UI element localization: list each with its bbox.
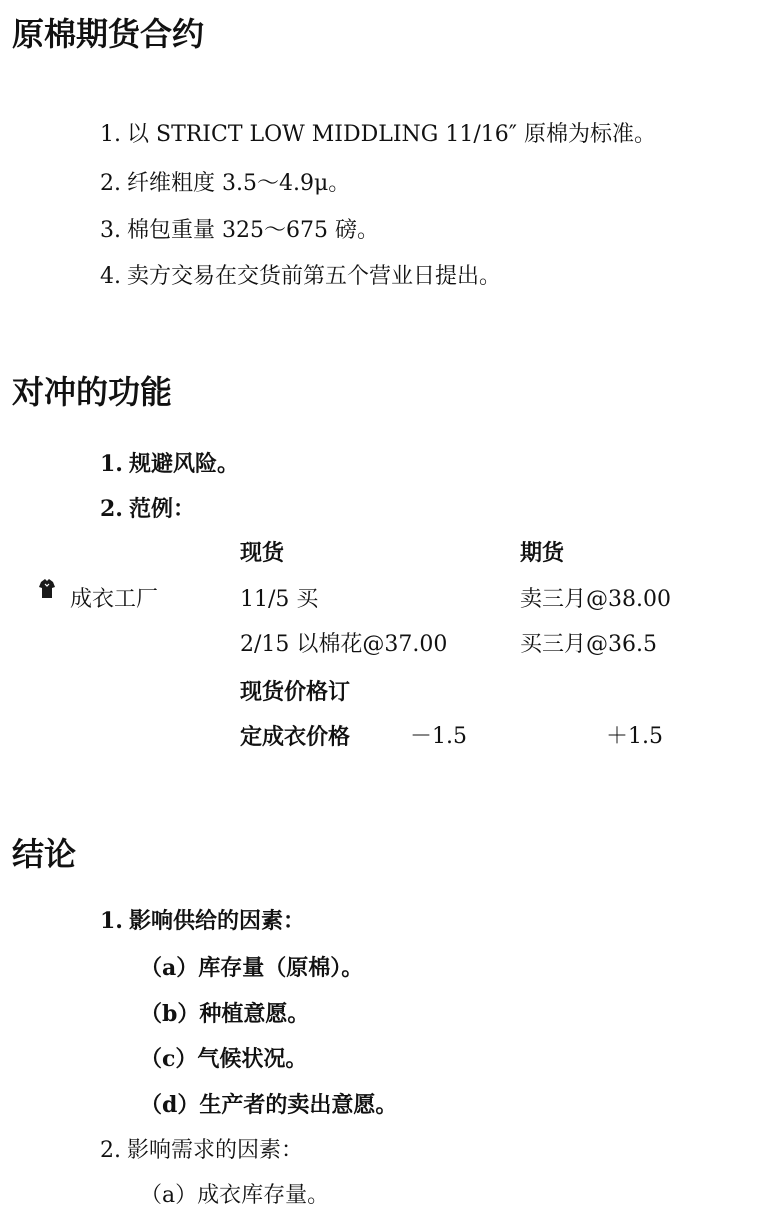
list-text: 棉包重量 325～675 磅。	[127, 218, 379, 243]
row-label-garment-factory: 成衣工厂	[70, 587, 159, 612]
list-item	[100, 216, 379, 246]
sub-list-label: （b）	[140, 1001, 200, 1027]
spot-result: －1.5	[410, 724, 467, 749]
sub-list-label: （a）	[140, 955, 199, 981]
sub-list-text: 库存量（原棉）。	[198, 955, 364, 981]
list-number: 2.	[100, 496, 123, 522]
spot-note-line1: 现货价格订	[240, 679, 351, 705]
list-number: 2.	[100, 171, 121, 196]
spot-entry-row1: 11/5 买	[240, 587, 319, 612]
section-heading-cotton-futures-contract: 原棉期货合约	[12, 15, 205, 53]
sub-list-text: 气候状况。	[197, 1046, 308, 1072]
list-text: 范例：	[128, 496, 195, 522]
list-number: 1.	[100, 908, 123, 934]
column-header-futures: 期货	[520, 540, 565, 566]
list-item	[100, 906, 305, 936]
list-item	[100, 120, 656, 150]
list-text: 卖方交易在交货前第五个营业日提出。	[127, 264, 502, 289]
futures-result: ＋1.5	[606, 724, 663, 749]
list-item	[100, 1136, 303, 1166]
sub-list-text: 成衣库存量。	[197, 1183, 330, 1208]
sub-list-item	[140, 1181, 329, 1211]
list-text: 影响需求的因素：	[127, 1138, 304, 1163]
list-text: 以 STRICT LOW MIDDLING 11/16″ 原棉为标准。	[127, 122, 656, 147]
list-item	[100, 262, 501, 292]
list-number: 4.	[100, 264, 121, 289]
sub-list-item	[140, 1044, 307, 1074]
futures-entry-row1: 卖三月@38.00	[520, 587, 671, 612]
spot-note-line2: 定成衣价格	[240, 724, 351, 750]
sub-list-label: （d）	[140, 1092, 200, 1118]
sub-list-label: （a）	[140, 1183, 198, 1208]
shirt-icon	[38, 578, 56, 600]
sub-list-item	[140, 999, 309, 1029]
spot-entry-row2: 2/15 以棉花@37.00	[240, 632, 448, 657]
section-heading-conclusion: 结论	[12, 835, 77, 873]
futures-entry-row2: 买三月@36.5	[520, 632, 657, 657]
list-item	[100, 494, 195, 524]
list-number: 2.	[100, 1138, 121, 1163]
sub-list-text: 种植意愿。	[199, 1001, 310, 1027]
section-heading-hedging-function: 对冲的功能	[12, 373, 173, 411]
list-number: 1.	[100, 451, 123, 477]
list-number: 3.	[100, 218, 121, 243]
list-text: 纤维粗度 3.5～4.9μ。	[127, 171, 351, 196]
list-text: 规避风险。	[128, 451, 239, 477]
list-item	[100, 169, 350, 199]
sub-list-item	[140, 953, 363, 983]
sub-list-text: 生产者的卖出意愿。	[199, 1092, 398, 1118]
sub-list-item	[140, 1090, 397, 1120]
list-text: 影响供给的因素：	[128, 908, 305, 934]
list-number: 1.	[100, 122, 121, 147]
sub-list-label: （c）	[140, 1046, 198, 1072]
column-header-spot: 现货	[240, 540, 285, 566]
list-item	[100, 449, 239, 479]
